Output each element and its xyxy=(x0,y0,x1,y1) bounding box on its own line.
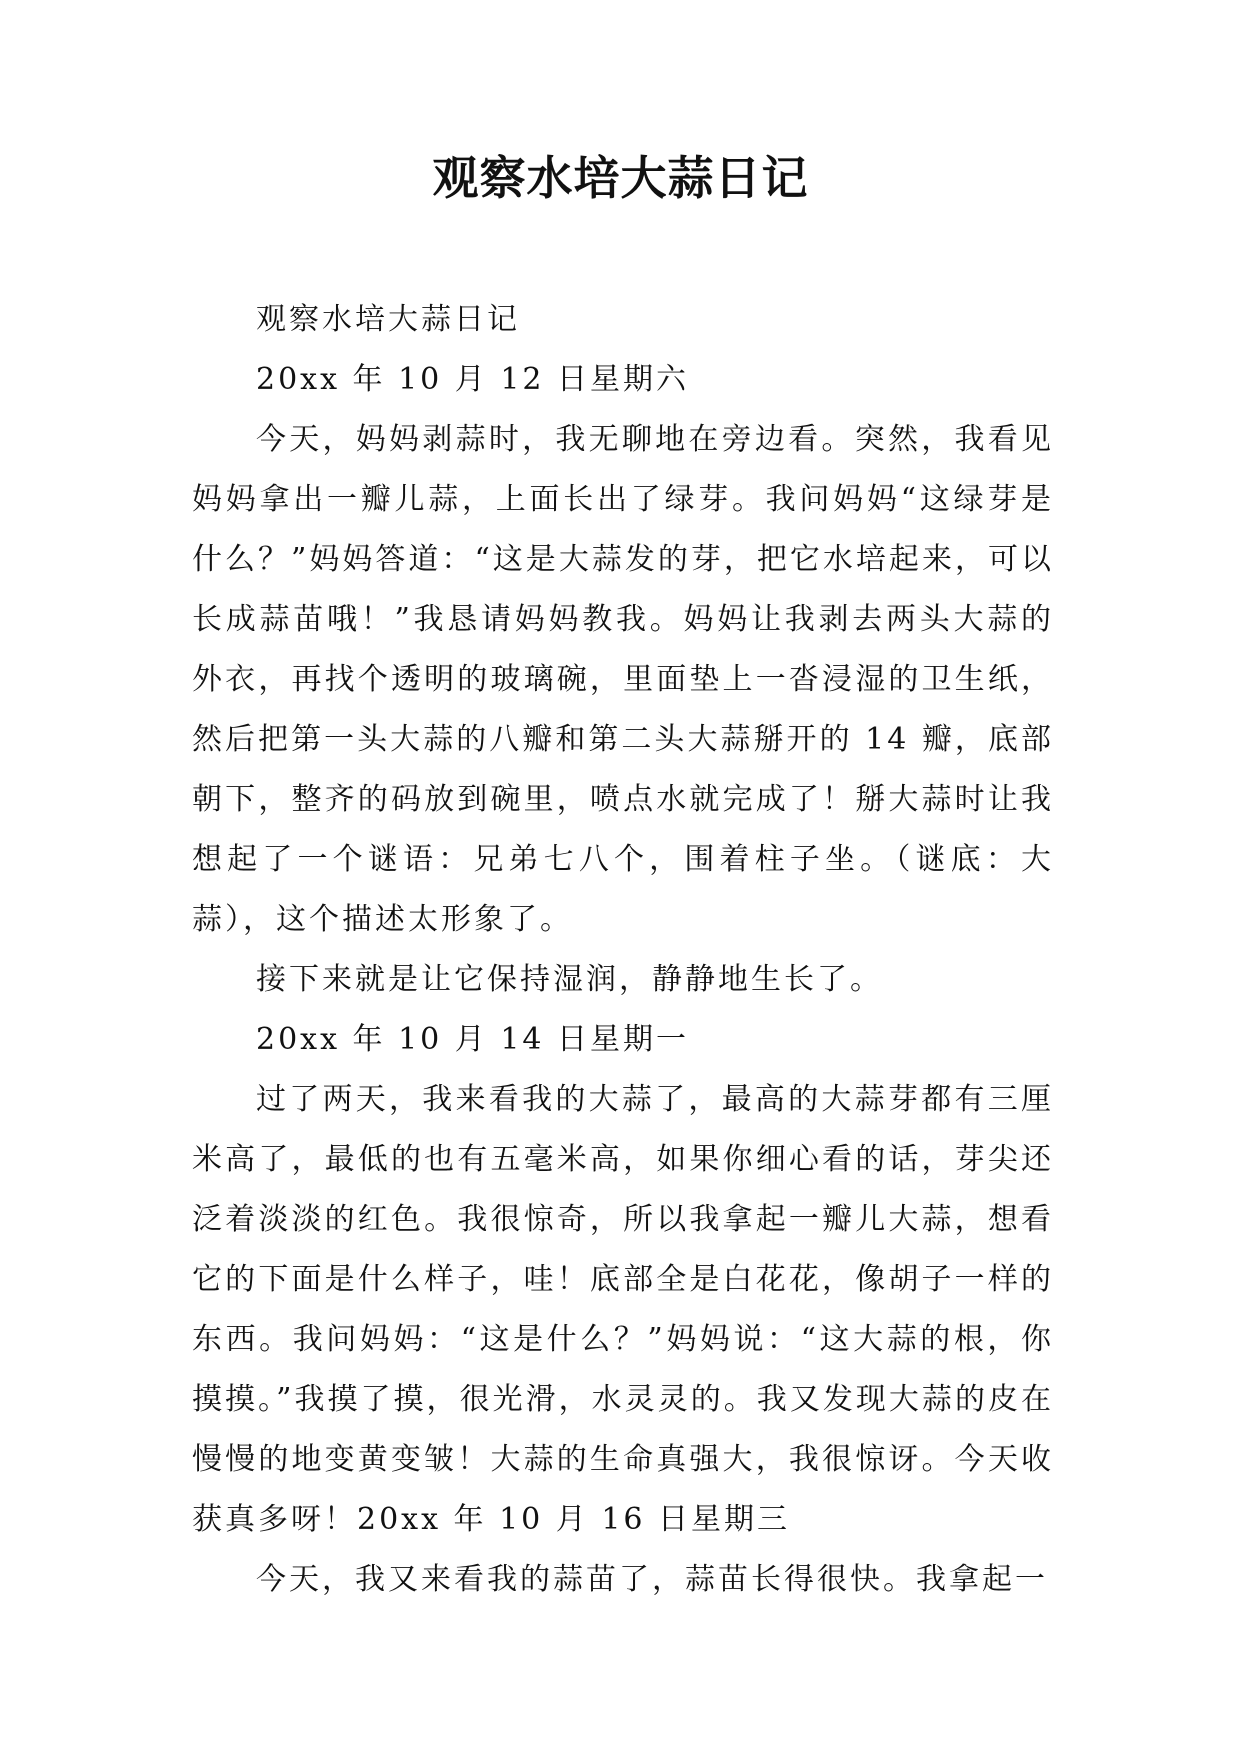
date-paragraph: 20xx 年 10 月 12 日星期六 xyxy=(256,362,690,397)
date-paragraph: 20xx 年 10 月 14 日星期一 xyxy=(256,1022,690,1057)
body-paragraph: 接下来就是让它保持湿润，静静地生长了。 xyxy=(256,962,883,997)
body-paragraph: 今天，妈妈剥蒜时，我无聊地在旁边看。突然，我看见妈妈拿出一瓣儿蒜，上面长出了绿芽。我问妈妈“这绿芽是什么？”妈妈答道：“这是大蒜发的芽，把它水培起来，可以长成蒜苗哦！”我恳请妈妈教我。妈妈让我剥去两头大蒜的外衣，再找个透明的玻璃碗，里面垫上一沓浸湿的卫生纸，然后把第一头大蒜的八瓣和第二头大蒜掰开的 14 瓣，底部朝下，整齐的码放到碗里，喷点水就完成了！掰大蒜时让我想起了一个谜语：兄弟七八个，围着柱子坐。（谜底：大蒜），这个描述太形象了。 xyxy=(192,422,1054,937)
body-paragraph: 今天，我又来看我的蒜苗了，蒜苗长得很快。我拿起一 xyxy=(256,1562,1048,1597)
body-heading-paragraph: 观察水培大蒜日记 xyxy=(256,302,520,337)
body-paragraph: 过了两天，我来看我的大蒜了，最高的大蒜芽都有三厘米高了，最低的也有五毫米高，如果你细心看的话，芽尖还泛着淡淡的红色。我很惊奇，所以我拿起一瓣儿大蒜，想看它的下面是什么样子，哇！底部全是白花花，像胡子一样的东西。我问妈妈：“这是什么？”妈妈说：“这大蒜的根，你摸摸。”我摸了摸，很光滑，水灵灵的。我又发现大蒜的皮在慢慢的地变黄变皱！大蒜的生命真强大，我很惊讶。今天收获真多呀！20xx 年 10 月 16 日星期三 xyxy=(192,1082,1054,1537)
document-title: 观察水培大蒜日记 xyxy=(432,151,809,205)
document-body xyxy=(192,290,1054,1610)
